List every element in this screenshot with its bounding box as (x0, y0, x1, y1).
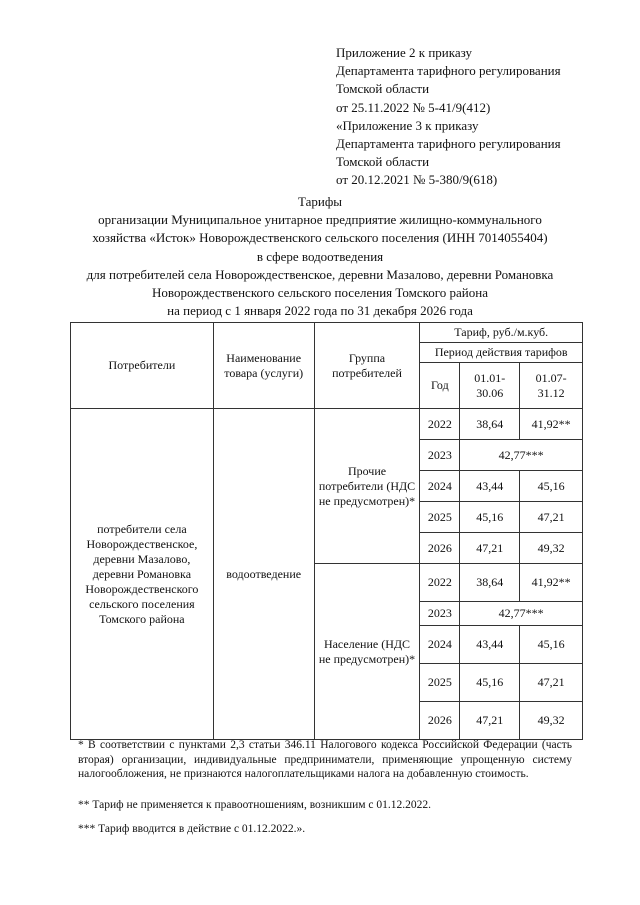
tariff-cell: 41,92** (520, 564, 583, 602)
title-line: Новорождественского сельского поселения Томского района (152, 285, 488, 301)
header-consumers: Потребители (71, 323, 214, 409)
tariff-cell: 45,16 (520, 471, 583, 502)
header-line: от 20.12.2021 № 5-380/9(618) (336, 172, 498, 188)
footnote-vat: * В соответствии с пунктами 2,3 статьи 346.11 Налогового кодекса Российской Федерации (часть вторая) организации, индивидуальные предприниматели, применяющие упрощенную систему налогообложения, не признаются налогоплательщиками налога на добавленную стоимость. (78, 739, 572, 781)
tariff-cell: 45,16 (520, 626, 583, 664)
header-product: Наименование товара (услуги) (213, 323, 314, 409)
appendix-header (336, 44, 561, 190)
tariff-cell: 45,16 (460, 502, 520, 533)
year-cell: 2024 (420, 626, 460, 664)
tariff-cell: 43,44 (460, 471, 520, 502)
year-cell: 2022 (420, 564, 460, 602)
tariff-cell: 43,44 (460, 626, 520, 664)
year-cell: 2023 (420, 440, 460, 471)
year-cell: 2022 (420, 409, 460, 440)
year-cell: 2026 (420, 533, 460, 564)
title-line: хозяйства «Исток» Новорождественского сельского поселения (ИНН 7014055404) (92, 230, 548, 246)
title-heading: Тарифы (297, 194, 342, 209)
tariff-cell: 47,21 (460, 702, 520, 740)
tariff-cell: 47,21 (460, 533, 520, 564)
title-line: для потребителей села Новорождественское, деревни Мазалово, деревни Романовка (86, 266, 554, 282)
tariff-cell: 38,64 (460, 409, 520, 440)
header-half2: 01.07-31.12 (520, 363, 583, 409)
year-cell: 2025 (420, 664, 460, 702)
tariff-cell: 49,32 (520, 533, 583, 564)
header-period: Период действия тарифов (420, 343, 583, 363)
header-line: «Приложение 3 к приказу (336, 117, 479, 133)
year-cell: 2024 (420, 471, 460, 502)
tariff-cell-merged: 42,77*** (460, 440, 583, 471)
group-cell: Население (НДС не предусмотрен)* (314, 564, 420, 740)
footnote-not-applied: ** Тариф не применяется к правоотношениям, возникшим с 01.12.2022. (78, 799, 431, 811)
header-line: Департамента тарифного регулирования (336, 136, 561, 152)
group-cell: Прочие потребители (НДС не предусмотрен)* (314, 409, 420, 564)
header-line: Томской области (336, 81, 430, 97)
header-year: Год (420, 363, 460, 409)
title-line: организации Муниципальное унитарное предприятие жилищно-коммунального (98, 212, 542, 228)
tariff-cell: 41,92** (520, 409, 583, 440)
tariff-cell: 47,21 (520, 502, 583, 533)
tariff-cell: 49,32 (520, 702, 583, 740)
tariff-table (70, 322, 583, 740)
tariff-cell-merged: 42,77*** (460, 602, 583, 626)
header-group: Группа потребителей (314, 323, 420, 409)
year-cell: 2023 (420, 602, 460, 626)
header-half1: 01.01-30.06 (460, 363, 520, 409)
title-line: на период с 1 января 2022 года по 31 декабря 2026 года (167, 303, 473, 319)
header-line: Департамента тарифного регулирования (336, 63, 561, 79)
product-cell: водоотведение (213, 409, 314, 740)
header-line: от 25.11.2022 № 5-41/9(412) (336, 99, 491, 115)
year-cell: 2025 (420, 502, 460, 533)
header-line: Томской области (336, 154, 430, 170)
tariff-cell: 38,64 (460, 564, 520, 602)
document-title (40, 193, 600, 320)
title-line: в сфере водоотведения (256, 248, 384, 264)
footnote-effective: *** Тариф вводится в действие с 01.12.2022.». (78, 823, 306, 835)
year-cell: 2026 (420, 702, 460, 740)
tariff-cell: 47,21 (520, 664, 583, 702)
header-line: Приложение 2 к приказу (336, 45, 473, 60)
tariff-cell: 45,16 (460, 664, 520, 702)
consumer-cell: потребители села Новорождественское, деревни Мазалово, деревни Романовка Новорождественского сельского поселения Томского района (71, 409, 214, 740)
header-tariff: Тариф, руб./м.куб. (420, 323, 583, 343)
